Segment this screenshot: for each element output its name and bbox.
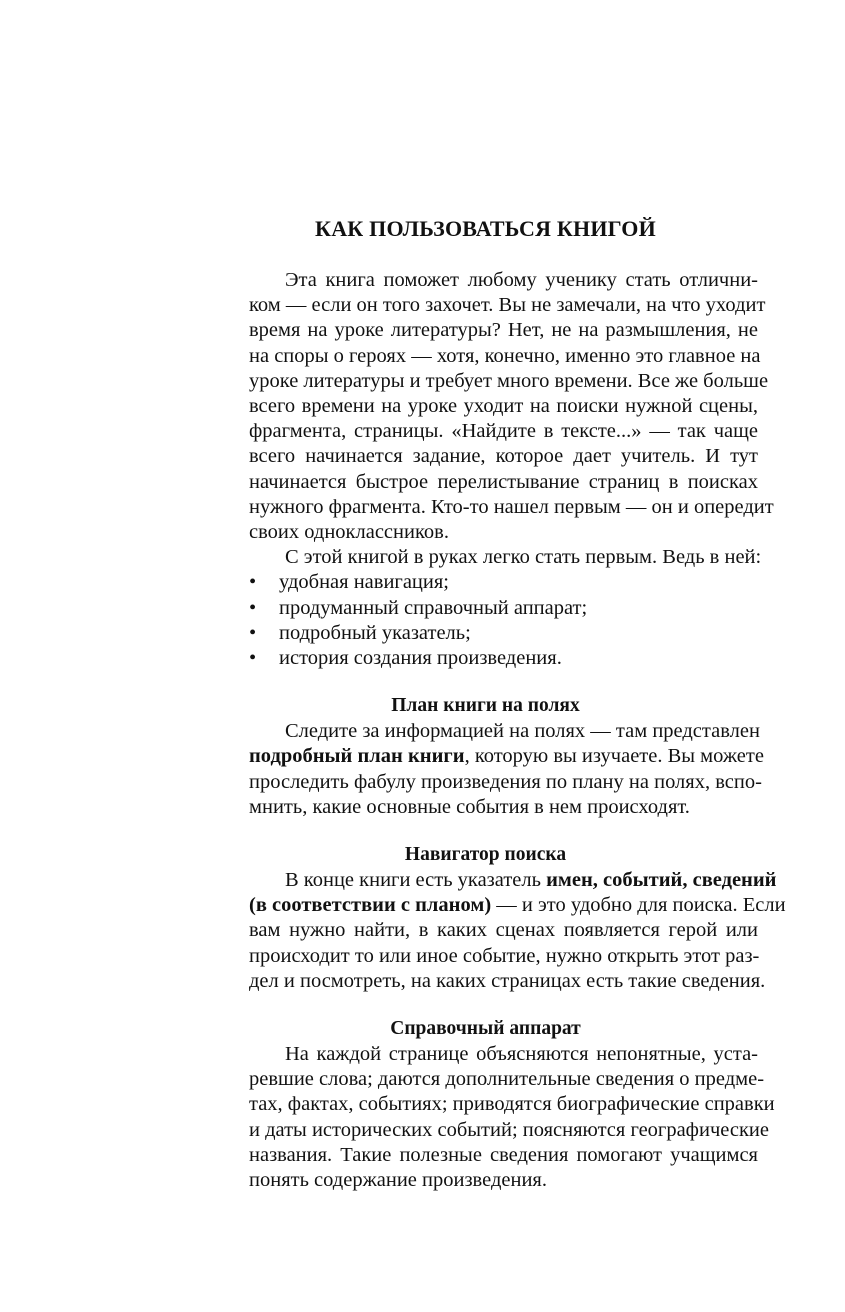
navigator-line-rest: — и это удобно для поиска. Если [491,894,786,917]
navigator-line: происходит то или иное событие, нужно открыть этот раз- [249,944,760,967]
intro-line: начинается быстрое перелистывание страниц в поисках [249,470,758,493]
feature-list [213,570,758,671]
navigator-paragraph [213,868,786,994]
plan-line: проследить фабулу произведения по плану на полях, вспо- [249,770,762,793]
reference-line: названия. Такие полезные сведения помогают учащимся [249,1143,758,1166]
plan-paragraph [213,719,764,820]
bullet-icon: • [249,571,257,594]
intro-line: всего начинается задание, которое дает учитель. И тут [249,445,758,468]
list-item [213,621,758,646]
intro-line: всего времени на уроке уходит на поиски нужной сцены, [249,395,758,418]
navigator-line [213,868,777,893]
list-item [213,596,758,621]
intro-line: фрагмента, страницы. «Найдите в тексте...» — так чаще [249,420,758,443]
navigator-line: вам нужно найти, в каких сценах появляется герой или [249,919,758,942]
list-intro-paragraph [213,545,762,570]
plan-line-rest: , которую вы изучаете. Вы можете [464,745,764,768]
list-item-text: удобная навигация; [279,571,449,594]
intro-line: своих одноклассников. [249,521,449,544]
intro-line: на споры о героях — хотя, конечно, именно это главное на [249,344,761,367]
intro-line: время на уроке литературы? Нет, не на размышления, не [249,319,758,342]
navigator-bold-phrase: имен, событий, сведений [546,869,777,892]
navigator-line [213,893,786,918]
reference-line: ревшие слова; даются дополнительные сведения о предме- [249,1068,765,1091]
page-title: КАК ПОЛЬЗОВАТЬСЯ КНИГОЙ [315,216,656,241]
bullet-icon: • [249,647,257,670]
intro-line: ком — если он того захочет. Вы не замечали, на что уходит [249,294,766,317]
reference-line: тах, фактах, событиях; приводятся биографические справки [249,1093,775,1116]
section-heading-reference: Справочный аппарат [390,1018,581,1040]
list-item [213,570,758,595]
plan-line [213,744,764,769]
intro-line: уроке литературы и требует много времени. Все же больше [249,369,769,392]
intro-paragraph [213,268,774,545]
list-item-text: продуманный справочный аппарат; [279,596,588,619]
reference-line: и даты исторических событий; поясняются географические [249,1118,769,1141]
plan-line: Следите за информацией на полях — там представлен [285,720,760,743]
section-heading-navigator: Навигатор поиска [404,844,567,866]
bullet-icon: • [249,596,257,619]
reference-paragraph [213,1042,775,1193]
bullet-icon: • [249,621,257,644]
navigator-line-plain: В конце книги есть указатель [285,869,547,892]
list-item-text: история создания произведения. [279,647,562,670]
reference-line: На каждой странице объясняются непонятные, уста- [285,1043,758,1066]
page-content [213,214,786,1193]
plan-line: мнить, какие основные события в нем происходят. [249,795,690,818]
plan-bold-phrase: подробный план книги [249,745,465,768]
list-item-text: подробный указатель; [279,621,471,644]
navigator-bold-phrase-2: (в соответствии с планом) [249,894,492,917]
navigator-line: дел и посмотреть, на каких страницах есть такие сведения. [249,969,766,992]
intro-line: нужного фрагмента. Кто-то нашел первым — он и опередит [249,495,774,518]
intro-line: Эта книга поможет любому ученику стать отлични- [285,269,758,291]
reference-line: понять содержание произведения. [249,1169,547,1192]
list-item [213,646,758,671]
section-heading-plan: План книги на полях [391,695,580,717]
list-intro: С этой книгой в руках легко стать первым. Ведь в ней: [285,546,762,569]
